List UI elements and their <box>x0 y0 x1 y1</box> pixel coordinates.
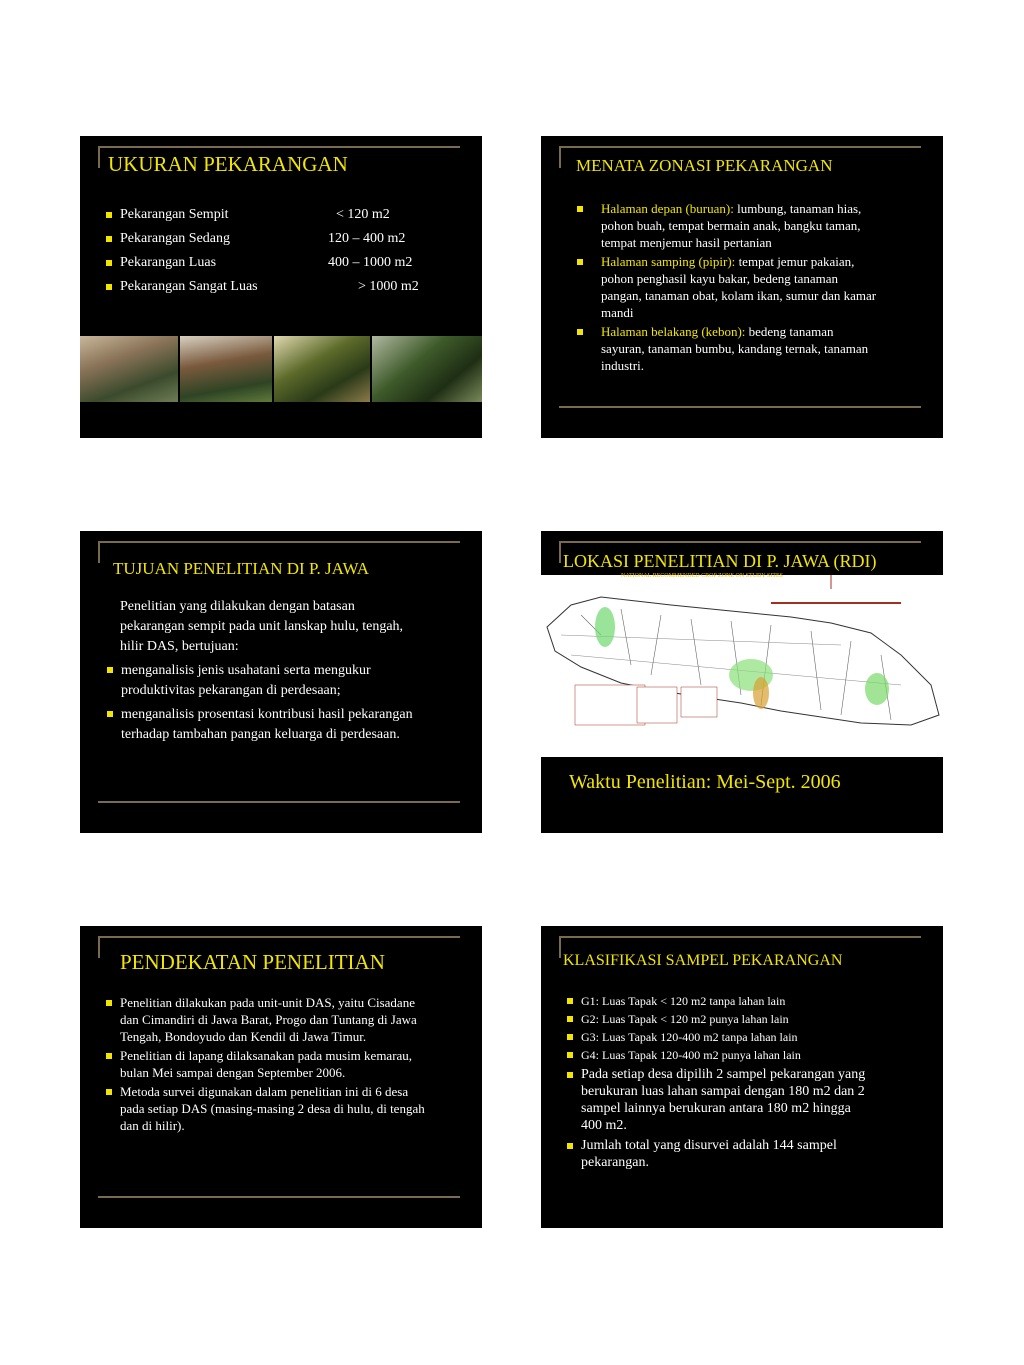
zone-item <box>577 200 877 251</box>
slide-title: KLASIFIKASI SAMPEL PEKARANGAN <box>563 952 843 969</box>
zone-item <box>577 323 877 374</box>
slide-lokasi-penelitian <box>541 531 943 833</box>
zone-body: lumbung, tanaman hias, pohon buah, tempat bermain anak, bangku taman, tempat menjemur hasil pertanian <box>601 201 862 250</box>
slide-divider <box>98 1196 460 1198</box>
zone-body: tempat jemur pakaian, pohon penghasil kayu bakar, bedeng tanaman pangan, tanaman obat, kolam ikan, sumur dan kamar mandi <box>601 254 877 320</box>
objective-item: menganalisis jenis usahatani serta mengukur produktivitas pekarangan di perdesaan; <box>107 661 427 701</box>
slide-ukuran-pekarangan <box>80 136 482 438</box>
size-list <box>106 206 446 302</box>
slide-title: PENDEKATAN PENELITIAN <box>120 950 385 974</box>
house-photo <box>80 336 178 402</box>
garden-photo <box>372 336 482 402</box>
group-item: G3: Luas Tapak 120-400 m2 tanpa lahan lain <box>567 1028 907 1046</box>
zone-head: Halaman belakang (kebon): <box>601 324 746 339</box>
objective-item: menganalisis prosentasi kontribusi hasil pekarangan terhadap tambahan pangan keluarga di perdesaan. <box>107 705 427 745</box>
approach-item: Penelitian dilakukan pada unit-unit DAS, yaitu Cisadane dan Cimandiri di Jawa Barat, Progo dan Tuntang di Jawa Tengah, Bondoyudo dan Kendil di Jawa Timur. <box>106 994 426 1045</box>
slide-tujuan-penelitian <box>80 531 482 833</box>
slide-klasifikasi-sampel <box>541 926 943 1228</box>
size-row <box>106 206 446 230</box>
slide-title: UKURAN PEKARANGAN <box>108 152 348 176</box>
slide-title: MENATA ZONASI PEKARANGAN <box>576 156 833 175</box>
group-item: G4: Luas Tapak 120-400 m2 punya lahan lain <box>567 1046 907 1064</box>
garden-photo <box>274 336 370 402</box>
size-label: Pekarangan Sangat Luas <box>120 279 258 294</box>
intro-text: Penelitian yang dilakukan dengan batasan pekarangan sempit pada unit lanskap hulu, tengah, hilir DAS, bertujuan: <box>120 599 404 654</box>
size-label: Pekarangan Sedang <box>120 231 231 246</box>
research-time: Waktu Penelitian: Mei-Sept. 2006 <box>569 771 841 793</box>
size-value: < 120 m2 <box>336 207 390 222</box>
slide-menata-zonasi <box>541 136 943 438</box>
group-item: G2: Luas Tapak < 120 m2 punya lahan lain <box>567 1010 907 1028</box>
size-value: 120 – 400 m2 <box>328 231 406 246</box>
size-value: 400 – 1000 m2 <box>328 255 413 270</box>
group-list <box>567 992 907 1171</box>
zone-body: bedeng tanaman sayuran, tanaman bumbu, kandang ternak, tanaman industri. <box>601 324 869 373</box>
approach-item: Penelitian di lapang dilaksanakan pada musim kemarau, bulan Mei sampai dengan September 2006. <box>106 1047 426 1081</box>
zone-head: Halaman samping (pipir): <box>601 254 736 269</box>
house-photo <box>180 336 272 402</box>
java-map-graphic <box>541 575 943 757</box>
size-row <box>106 278 446 302</box>
slide-divider <box>559 406 921 408</box>
size-label: Pekarangan Sempit <box>120 207 229 222</box>
group-item: G1: Luas Tapak < 120 m2 tanpa lahan lain <box>567 992 907 1010</box>
slide-divider <box>98 801 460 803</box>
map-caption: NATIONAL RECOMMENDED CROP ZONE ON STUDY SITES <box>621 573 783 579</box>
size-row <box>106 230 446 254</box>
approach-item: Metoda survei digunakan dalam penelitian ini di 6 desa pada setiap DAS (masing-masing 2 desa di hulu, di tengah dan di hilir). <box>106 1083 426 1134</box>
zone-list <box>577 200 877 374</box>
sampling-item: Pada setiap desa dipilih 2 sampel pekarangan yang berukuran luas lahan sampai dengan 180 m2 dan 2 sampel lainnya berukuran antara 180 m2 hingga 400 m2. <box>567 1066 871 1134</box>
size-row <box>106 254 446 278</box>
sampling-item: Jumlah total yang disurvei adalah 144 sampel pekarangan. <box>567 1137 881 1171</box>
approach-list <box>106 994 426 1134</box>
slide-title: LOKASI PENELITIAN DI P. JAWA (RDI) <box>563 551 877 571</box>
zone-item <box>577 253 877 321</box>
java-map <box>541 575 943 757</box>
size-label: Pekarangan Luas <box>120 255 217 270</box>
slide-title: TUJUAN PENELITIAN DI P. JAWA <box>113 559 369 578</box>
objective-list <box>107 661 427 745</box>
slide-pendekatan-penelitian <box>80 926 482 1228</box>
zone-head: Halaman depan (buruan): <box>601 201 734 216</box>
size-value: > 1000 m2 <box>358 279 419 294</box>
